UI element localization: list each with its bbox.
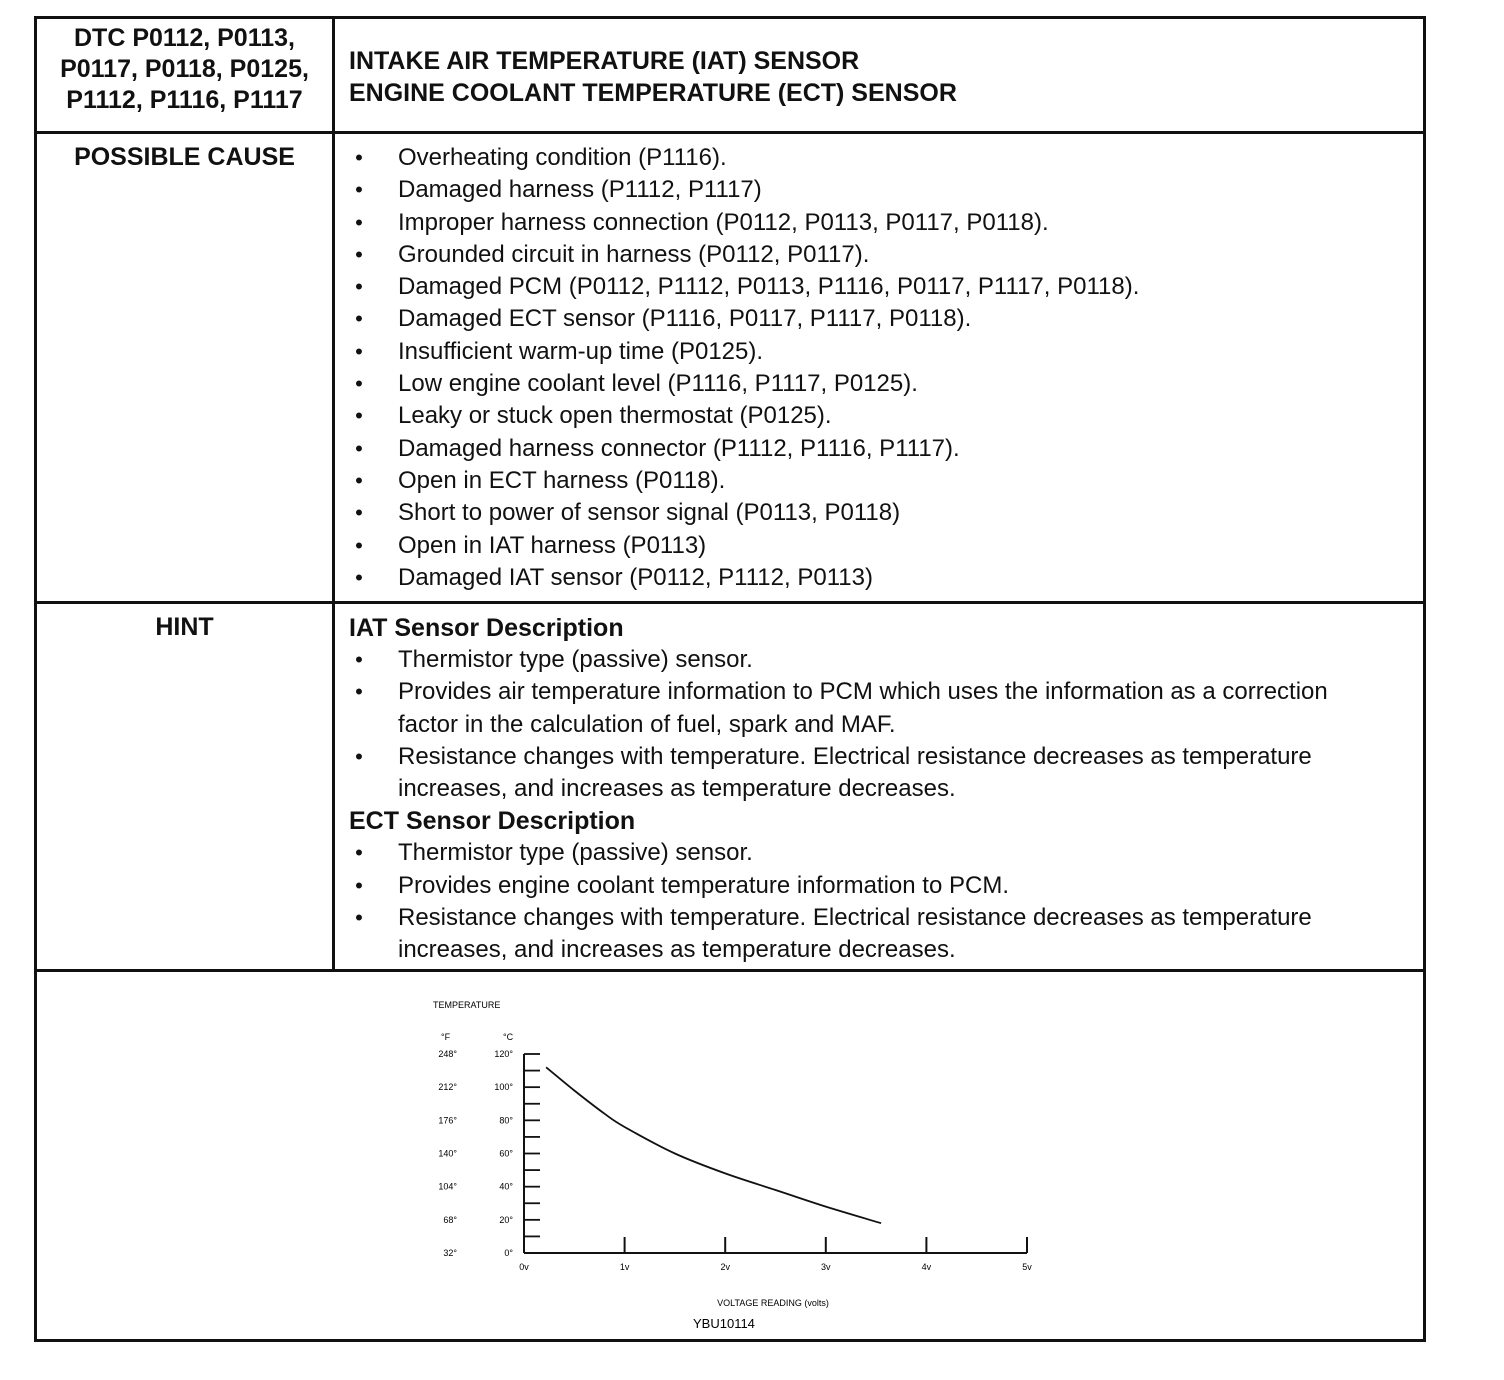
iat-description-heading: IAT Sensor Description [349,614,624,642]
iat-description-list [349,644,1423,805]
hint-content [335,604,1423,969]
list-item: • Resistance changes with temperature. Electrical resistance decreases as temperature increases, and increases as temperature decreases. [349,902,1363,967]
list-item: • Damaged harness (P1112, P1117) [349,174,1363,206]
bullet-icon: • [355,371,363,397]
list-item: • Overheating condition (P1116). [349,142,1363,174]
hint-row [37,601,1423,969]
x-tick-label: 3v [821,1262,831,1272]
possible-cause-row [37,131,1423,601]
bullet-icon: • [355,241,363,267]
temperature-curve [546,1067,881,1223]
bullet-icon: • [355,274,363,300]
list-item: • Leaky or stuck open thermostat (P0125). [349,400,1363,432]
bullet-icon: • [355,872,363,898]
list-item: • Damaged IAT sensor (P0112, P1112, P0113) [349,562,1363,594]
x-tick-label: 5v [1022,1262,1032,1272]
bullet-icon: • [355,435,363,461]
list-item: • Damaged harness connector (P1112, P1116, P1117). [349,433,1363,465]
ect-description-list [349,837,1423,966]
list-item: • Damaged ECT sensor (P1116, P0117, P1117, P0118). [349,303,1363,335]
chart-area [37,972,1423,1339]
x-axis-label: VOLTAGE READING (volts) [717,1298,829,1308]
header-row [37,19,1423,131]
title-ect: ENGINE COOLANT TEMPERATURE (ECT) SENSOR [349,79,957,107]
chart-title: TEMPERATURE [433,1000,501,1010]
list-item: • Provides engine coolant temperature information to PCM. [349,870,1363,902]
y-tick-label-c: 120° [494,1049,513,1059]
x-tick-label: 2v [720,1262,730,1272]
bullet-icon: • [355,403,363,429]
bullet-icon: • [355,679,363,705]
y-unit-c: °C [503,1032,514,1042]
list-item: • Grounded circuit in harness (P0112, P0117). [349,239,1363,271]
y-tick-label-c: 0° [504,1248,513,1258]
list-item: • Open in IAT harness (P0113) [349,530,1363,562]
y-tick-label-c: 20° [499,1214,513,1225]
figure-id: YBU10114 [693,1316,755,1331]
dtc-code-line: P0117, P0118, P0125, [60,55,309,83]
title-iat: INTAKE AIR TEMPERATURE (IAT) SENSOR [349,47,860,75]
dtc-code-line: DTC P0112, P0113, [74,24,295,52]
list-item: • Improper harness connection (P0112, P0113, P0117, P0118). [349,207,1363,239]
bullet-icon: • [355,500,363,526]
list-item: • Thermistor type (passive) sensor. [349,837,1363,869]
possible-cause-label: POSSIBLE CAUSE [37,134,335,601]
bullet-icon: • [355,905,363,931]
bullet-icon: • [355,177,363,203]
bullet-icon: • [355,306,363,332]
bullet-icon: • [355,532,363,558]
possible-cause-list [349,142,1423,594]
hint-label: HINT [37,604,335,969]
y-tick-label-f: 248° [438,1049,457,1059]
chart-row [37,969,1423,1339]
y-unit-f: °F [441,1032,451,1042]
dtc-table [34,16,1426,1342]
list-item: • Provides air temperature information to PCM which uses the information as a correction factor in the calculation of fuel, spark and MAF. [349,676,1363,741]
dtc-code-line: P1112, P1116, P1117 [66,86,303,114]
title-cell [335,19,1423,131]
x-tick-label: 1v [619,1262,630,1272]
list-item: • Resistance changes with temperature. Electrical resistance decreases as temperature increases, and increases as temperature decreases. [349,741,1363,806]
y-tick-label-f: 32° [443,1248,457,1258]
bullet-icon: • [355,840,363,866]
x-tick-label: 0v [519,1262,529,1272]
list-item: • Insufficient warm-up time (P0125). [349,336,1363,368]
ect-description-heading: ECT Sensor Description [349,807,636,836]
temperature-voltage-chart [37,972,1423,1342]
x-tick-label: 4v [921,1262,932,1272]
bullet-icon: • [355,145,363,170]
bullet-icon: • [355,338,363,364]
y-tick-label-f: 104° [438,1181,457,1192]
bullet-icon: • [355,209,363,235]
list-item: • Short to power of sensor signal (P0113, P0118) [349,497,1363,529]
y-tick-label-c: 80° [499,1115,513,1126]
y-tick-label-c: 40° [499,1181,513,1192]
bullet-icon: • [355,564,363,590]
list-item: • Damaged PCM (P0112, P1112, P0113, P1116, P0117, P1117, P0118). [349,271,1363,303]
bullet-icon: • [355,743,363,769]
dtc-codes-cell [37,19,335,131]
y-tick-label-f: 140° [438,1148,457,1159]
bullet-icon: • [355,467,363,493]
bullet-icon: • [355,647,363,672]
list-item: • Open in ECT harness (P0118). [349,465,1363,497]
list-item: • Low engine coolant level (P1116, P1117, P0125). [349,368,1363,400]
y-tick-label-f: 212° [438,1082,457,1093]
y-tick-label-c: 60° [499,1148,513,1159]
list-item: • Thermistor type (passive) sensor. [349,644,1363,676]
y-tick-label-f: 68° [443,1214,457,1225]
y-tick-label-c: 100° [494,1082,513,1093]
possible-cause-content [335,134,1423,601]
y-tick-label-f: 176° [438,1115,457,1126]
